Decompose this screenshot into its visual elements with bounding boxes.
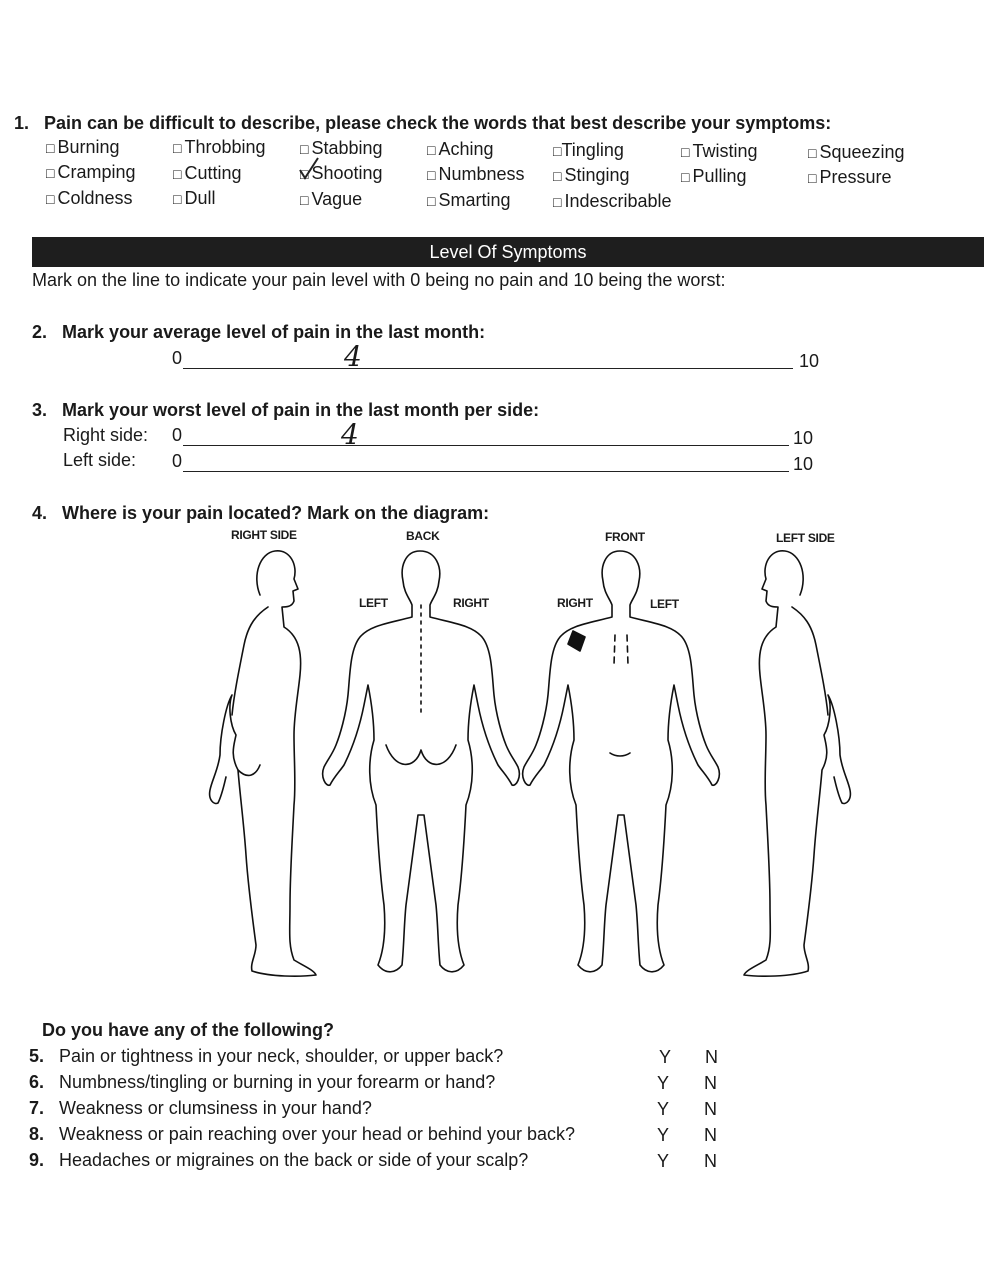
yes-option[interactable]: Y [657,1073,670,1093]
checkbox-icon[interactable]: □ [427,167,436,183]
question-text: Numbness/tingling or burning in your forearm or hand? [59,1072,496,1092]
front-figure [523,551,720,972]
option-tingling[interactable] [553,140,624,161]
option-label: Indescribable [564,191,672,211]
checkbox-icon[interactable]: □ [553,143,562,159]
question-3 [32,400,539,421]
checkbox-icon[interactable]: □ [808,145,817,161]
option-label: Smarting [438,190,511,210]
question-text: Mark your average level of pain in the last month: [62,322,486,342]
checkbox-icon[interactable]: □ [46,140,55,156]
scale-max-label: 10 [793,428,814,448]
scale-max-label: 10 [793,454,814,474]
left-side-figure [744,551,850,976]
question-4 [32,503,489,524]
option-label: Shooting [311,163,383,183]
option-label: Twisting [692,141,758,161]
option-label: Burning [57,137,120,157]
right-side-label: Right side: [63,425,149,445]
option-stinging[interactable] [553,165,630,186]
back-figure [323,551,520,972]
pain-scale-line-left[interactable] [183,471,789,472]
option-throbbing[interactable] [173,137,266,158]
question-text: Mark your worst level of pain in the last month per side: [62,400,540,420]
option-label: Coldness [57,188,133,208]
question-5 [29,1046,503,1067]
question-2 [32,322,485,343]
option-label: Stinging [564,165,630,185]
question-6 [29,1072,495,1093]
question-number: 7. [29,1098,45,1118]
option-coldness[interactable] [46,188,133,209]
option-label: Dull [184,188,216,208]
option-dull[interactable] [173,188,215,209]
pain-location-mark [568,631,585,651]
scale-min-label: 0 [172,425,183,445]
question-number: 1. [14,113,30,133]
right-side-figure [210,551,316,976]
section-instruction: Mark on the line to indicate your pain level with 0 being no pain and 10 being the worst: [32,270,726,290]
option-burning[interactable] [46,137,120,158]
front-right-label: RIGHT [557,596,593,610]
question-number: 8. [29,1124,45,1144]
option-label: Throbbing [184,137,266,157]
following-heading: Do you have any of the following? [42,1020,335,1040]
yes-option[interactable]: Y [657,1151,670,1171]
checkbox-icon[interactable]: □ [553,168,562,184]
question-7 [29,1098,372,1119]
checkbox-checked-icon[interactable]: □ [300,166,308,182]
back-right-label: RIGHT [453,596,489,610]
no-option[interactable]: N [705,1047,718,1067]
option-label: Cramping [57,162,136,182]
question-text: Headaches or migraines on the back or side of your scalp? [59,1150,529,1170]
question-text: Weakness or pain reaching over your head or behind your back? [59,1124,576,1144]
checkmark-icon [298,156,320,182]
option-vague[interactable] [300,189,362,210]
yes-option[interactable]: Y [659,1047,672,1067]
no-option[interactable]: N [704,1073,717,1093]
pain-mark-average: 4 [344,340,362,373]
option-label: Squeezing [819,142,905,162]
option-label: Aching [438,139,494,159]
question-number: 5. [29,1046,45,1066]
option-squeezing[interactable] [808,142,905,163]
yes-option[interactable]: Y [657,1125,670,1145]
front-left-label: LEFT [650,597,679,611]
checkbox-icon[interactable]: □ [46,191,55,207]
diagram-label-front: FRONT [605,530,645,544]
checkbox-icon[interactable]: □ [808,170,817,186]
option-indescribable[interactable] [553,191,672,212]
checkbox-icon[interactable]: □ [427,142,436,158]
question-text: Pain can be difficult to describe, please check the words that best describe your symptoms: [44,113,832,133]
option-label: Cutting [184,163,242,183]
option-cutting[interactable] [173,163,242,184]
checkbox-icon[interactable]: □ [173,191,182,207]
question-number: 6. [29,1072,45,1092]
diagram-label-right-side: RIGHT SIDE [231,528,297,542]
option-label: Stabbing [311,138,383,158]
diagram-label-back: BACK [406,529,440,543]
checkbox-icon[interactable]: □ [427,193,436,209]
option-cramping[interactable] [46,162,136,183]
option-twisting[interactable] [681,141,758,162]
option-smarting[interactable] [427,190,511,211]
yes-option[interactable]: Y [657,1099,670,1119]
option-label: Pulling [692,166,747,186]
checkbox-icon[interactable]: □ [173,140,182,156]
question-text: Pain or tightness in your neck, shoulder, or upper back? [59,1046,504,1066]
scale-min-label: 0 [172,451,183,471]
pain-scale-line-average[interactable] [183,368,793,369]
section-header-bar [32,237,984,267]
question-number: 2. [32,322,48,342]
scale-min-label: 0 [172,348,183,368]
option-numbness[interactable] [427,164,525,185]
option-pulling[interactable] [681,166,747,187]
checkbox-icon[interactable]: □ [300,192,309,208]
option-label: Numbness [438,164,525,184]
checkbox-icon[interactable]: □ [173,166,182,182]
checkbox-icon[interactable]: □ [300,141,309,157]
question-8 [29,1124,575,1145]
option-aching[interactable] [427,139,494,160]
pain-scale-line-right[interactable] [183,445,789,446]
question-number: 9. [29,1150,45,1170]
question-number: 3. [32,400,48,420]
option-label: Tingling [561,140,624,160]
section-title: Level Of Symptoms [429,242,587,262]
checkbox-icon[interactable]: □ [46,165,55,181]
checkbox-icon[interactable]: □ [681,169,690,185]
left-side-label: Left side: [63,450,137,470]
diagram-label-left-side: LEFT SIDE [776,531,835,545]
question-9 [29,1150,528,1171]
question-text: Where is your pain located? Mark on the diagram: [62,503,490,523]
no-option[interactable]: N [704,1151,717,1171]
question-text: Weakness or clumsiness in your hand? [59,1098,372,1118]
pain-mark-right: 4 [341,418,359,451]
scale-max-label: 10 [799,351,820,371]
question-number: 4. [32,503,48,523]
body-diagram[interactable] [190,545,870,995]
option-shooting[interactable] [300,163,383,184]
checkbox-icon[interactable]: □ [681,144,690,160]
option-label: Pressure [819,167,892,187]
no-option[interactable]: N [704,1099,717,1119]
no-option[interactable]: N [704,1125,717,1145]
option-pressure[interactable] [808,167,892,188]
back-left-label: LEFT [359,596,388,610]
question-1 [14,113,831,134]
checkbox-icon[interactable]: □ [553,194,562,210]
option-label: Vague [311,189,363,209]
